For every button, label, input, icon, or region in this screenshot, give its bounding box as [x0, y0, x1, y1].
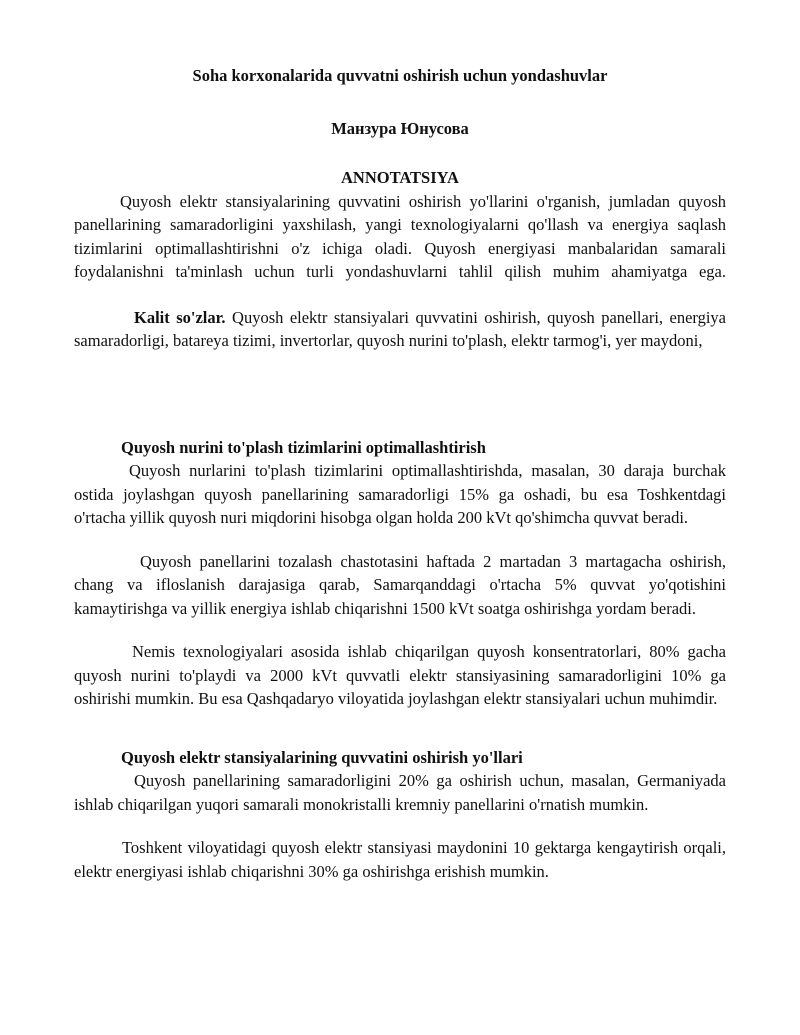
section-2-paragraph-2: Toshkent viloyatidagi quyosh elektr stansiyasi maydonini 10 gektarga kengaytirish orqali, elektr energiyasi ishlab chiqarishni 30% ga oshirishga erishish mumkin.	[74, 838, 726, 881]
author-name: Манзура Юнусова	[331, 118, 469, 138]
section-heading-2: Quyosh elektr stansiyalarining quvvatini oshirish yo'llari	[121, 747, 523, 767]
keywords-label: Kalit so'zlar.	[134, 307, 226, 327]
section-1-paragraph-1: Quyosh nurlarini to'plash tizimlarini optimallashtirishda, masalan, 30 daraja burchak ostida joylashgan quyosh panellarining samaradorligi 15% ga oshadi, bu esa Toshkentdagi o'rtacha yillik quyosh nuri miqdorini hisobga olgan holda 200 kVt qo'shimcha quvvat beradi.	[74, 461, 726, 527]
keywords-text: Quyosh elektr stansiyalari quvvatini oshirish, quyosh panellari, energiya samaradorligi, batareya tizimi, invertorlar, quyosh nurini to'plash, elektr tarmog'i, yer maydoni,	[74, 307, 727, 350]
section-1-paragraph-2: Quyosh panellarini tozalash chastotasini haftada 2 martadan 3 martagacha oshirish, chang va ifloslanish darajasiga qarab, Samarqanddagi o'rtacha 5% quvvat yo'qotishini kamaytirishga va yillik energiya ishlab chiqarishni 1500 kVt soatga oshirishga yordam beradi.	[74, 551, 726, 618]
section-1-paragraph-3: Nemis texnologiyalari asosida ishlab chiqarilgan quyosh konsentratorlari, 80% gacha quyosh nurini to'playdi va 2000 kVt quvvatli elektr stansiyasining samaradorligini 10% ga oshirishi mumkin. Bu esa Qashqadaryo viloyatida joylashgan elektr stansiyalari uchun muhimdir.	[74, 642, 726, 708]
section-heading-1: Quyosh nurini to'plash tizimlarini optimallashtirish	[121, 437, 486, 457]
keywords-paragraph	[74, 306, 726, 353]
annotation-text: Quyosh elektr stansiyalarining quvvatini oshirish yo'llarini o'rganish, jumladan quyosh panellarining samaradorligini yaxshilash, yangi texnologiyalarni qo'llash va energiya saqlash tizimlarini optimallashtirishni o'z ichiga oladi. Quyosh energiyasi manbalaridan samarali foydalanishni ta'minlash uchun turli yondashuvlarni tahlil qilish muhim ahamiyatga ega.	[74, 191, 726, 281]
section-2-paragraph-1: Quyosh panellarining samaradorligini 20% ga oshirish uchun, masalan, Germaniyada ishlab chiqarilgan yuqori samarali monokristalli kremniy panellarini o'rnatish mumkin.	[74, 771, 726, 814]
annotation-heading: ANNOTATSIYA	[341, 168, 459, 187]
document-title: Soha korxonalarida quvvatni oshirish uchun yondashuvlar	[192, 66, 608, 85]
